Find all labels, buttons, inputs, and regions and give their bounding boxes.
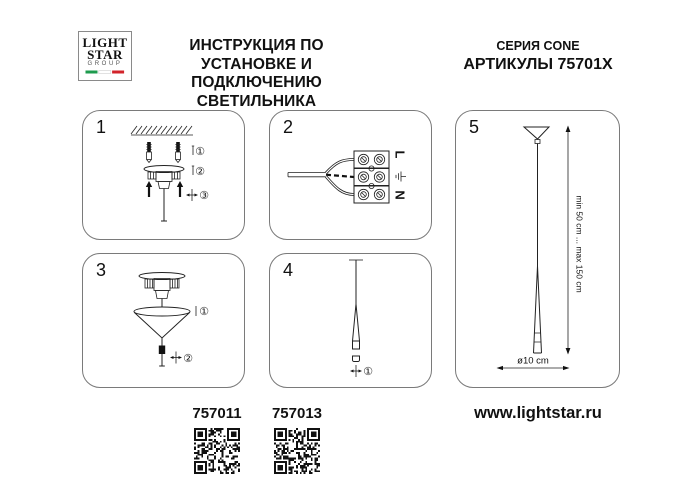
anchor-screw-icon (146, 142, 151, 163)
lightstar-logo (78, 31, 132, 81)
arrow-up-icon (177, 181, 183, 197)
panel-3-diagram (83, 254, 246, 389)
height-range-label: min 50 cm ... max 150 cm (574, 195, 585, 293)
panel-2-diagram (270, 111, 433, 241)
arrow-up-icon (146, 181, 152, 197)
cable-connector (159, 338, 165, 366)
panel-4-diagram (270, 254, 433, 389)
articles-label: АРТИКУЛЫ 75701X (463, 56, 613, 73)
series-label: СЕРИЯ CONE (496, 39, 580, 53)
neutral-label: N (392, 190, 408, 200)
page-title (140, 37, 373, 111)
overview-panel-5 (455, 110, 620, 388)
logo-line1: LIGHT (82, 35, 128, 50)
diameter-label: ø10 cm (517, 355, 549, 367)
height-dimension-line (566, 126, 571, 355)
marker-1-label: ① (195, 145, 205, 158)
panel-3-number: 3 (96, 260, 107, 280)
qr-code-right (274, 428, 320, 474)
terminal-screws (358, 154, 384, 199)
pendant-cone (349, 260, 363, 349)
italian-flag-icon (85, 70, 125, 74)
marker-2-label: ② (183, 352, 193, 365)
logo-line2: STAR (87, 46, 123, 62)
page-title-line1: ИНСТРУКЦИЯ ПО УСТАНОВКЕ И (189, 37, 324, 73)
step-marker-2 (170, 352, 193, 366)
ceiling-canopy (524, 127, 549, 144)
ceiling-hatch-icon (131, 126, 193, 135)
marker-2-label: ② (195, 165, 205, 178)
anchor-screw-icon (175, 142, 180, 163)
mounting-plate (139, 273, 185, 299)
step-panel-2 (269, 110, 432, 240)
panel-5-number: 5 (469, 117, 480, 137)
wire-neutral (326, 177, 354, 195)
panel-1-diagram (83, 111, 246, 241)
live-label: L (392, 150, 408, 159)
suspension-cable (161, 189, 167, 222)
step-panel-3 (82, 253, 245, 388)
marker-1-label: ① (199, 305, 209, 318)
canopy-cone (134, 307, 190, 338)
logo-line3: GROUP (87, 61, 123, 67)
step-marker-2 (192, 165, 205, 178)
marker-3-label: ③ (199, 189, 209, 202)
step-panel-1 (82, 110, 245, 240)
article-number-right: 757013 (271, 405, 323, 422)
end-cap (353, 356, 360, 362)
qr-code-left (194, 428, 240, 474)
diameter-dimension-line (497, 366, 570, 370)
website-label: www.lightstar.ru (474, 404, 602, 422)
article-number-left: 757011 (192, 405, 242, 422)
marker-1-label: ① (363, 365, 373, 378)
wire-live (326, 160, 354, 174)
wire-ground (326, 175, 354, 177)
pendant-cone (534, 266, 542, 353)
panel-2-number: 2 (283, 117, 294, 137)
panel-5-diagram (456, 111, 621, 389)
page-title-line2: ПОДКЛЮЧЕНИЮ СВЕТИЛЬНИКА (191, 74, 322, 110)
panel-1-number: 1 (96, 117, 107, 137)
terminal-block (354, 151, 389, 203)
ground-icon (396, 172, 406, 182)
step-marker-1 (350, 365, 373, 378)
step-marker-1 (192, 145, 205, 158)
step-marker-3 (186, 189, 209, 202)
step-panel-4 (269, 253, 432, 388)
panel-4-number: 4 (283, 260, 294, 280)
supply-cable (288, 173, 326, 177)
step-marker-1 (196, 305, 209, 318)
